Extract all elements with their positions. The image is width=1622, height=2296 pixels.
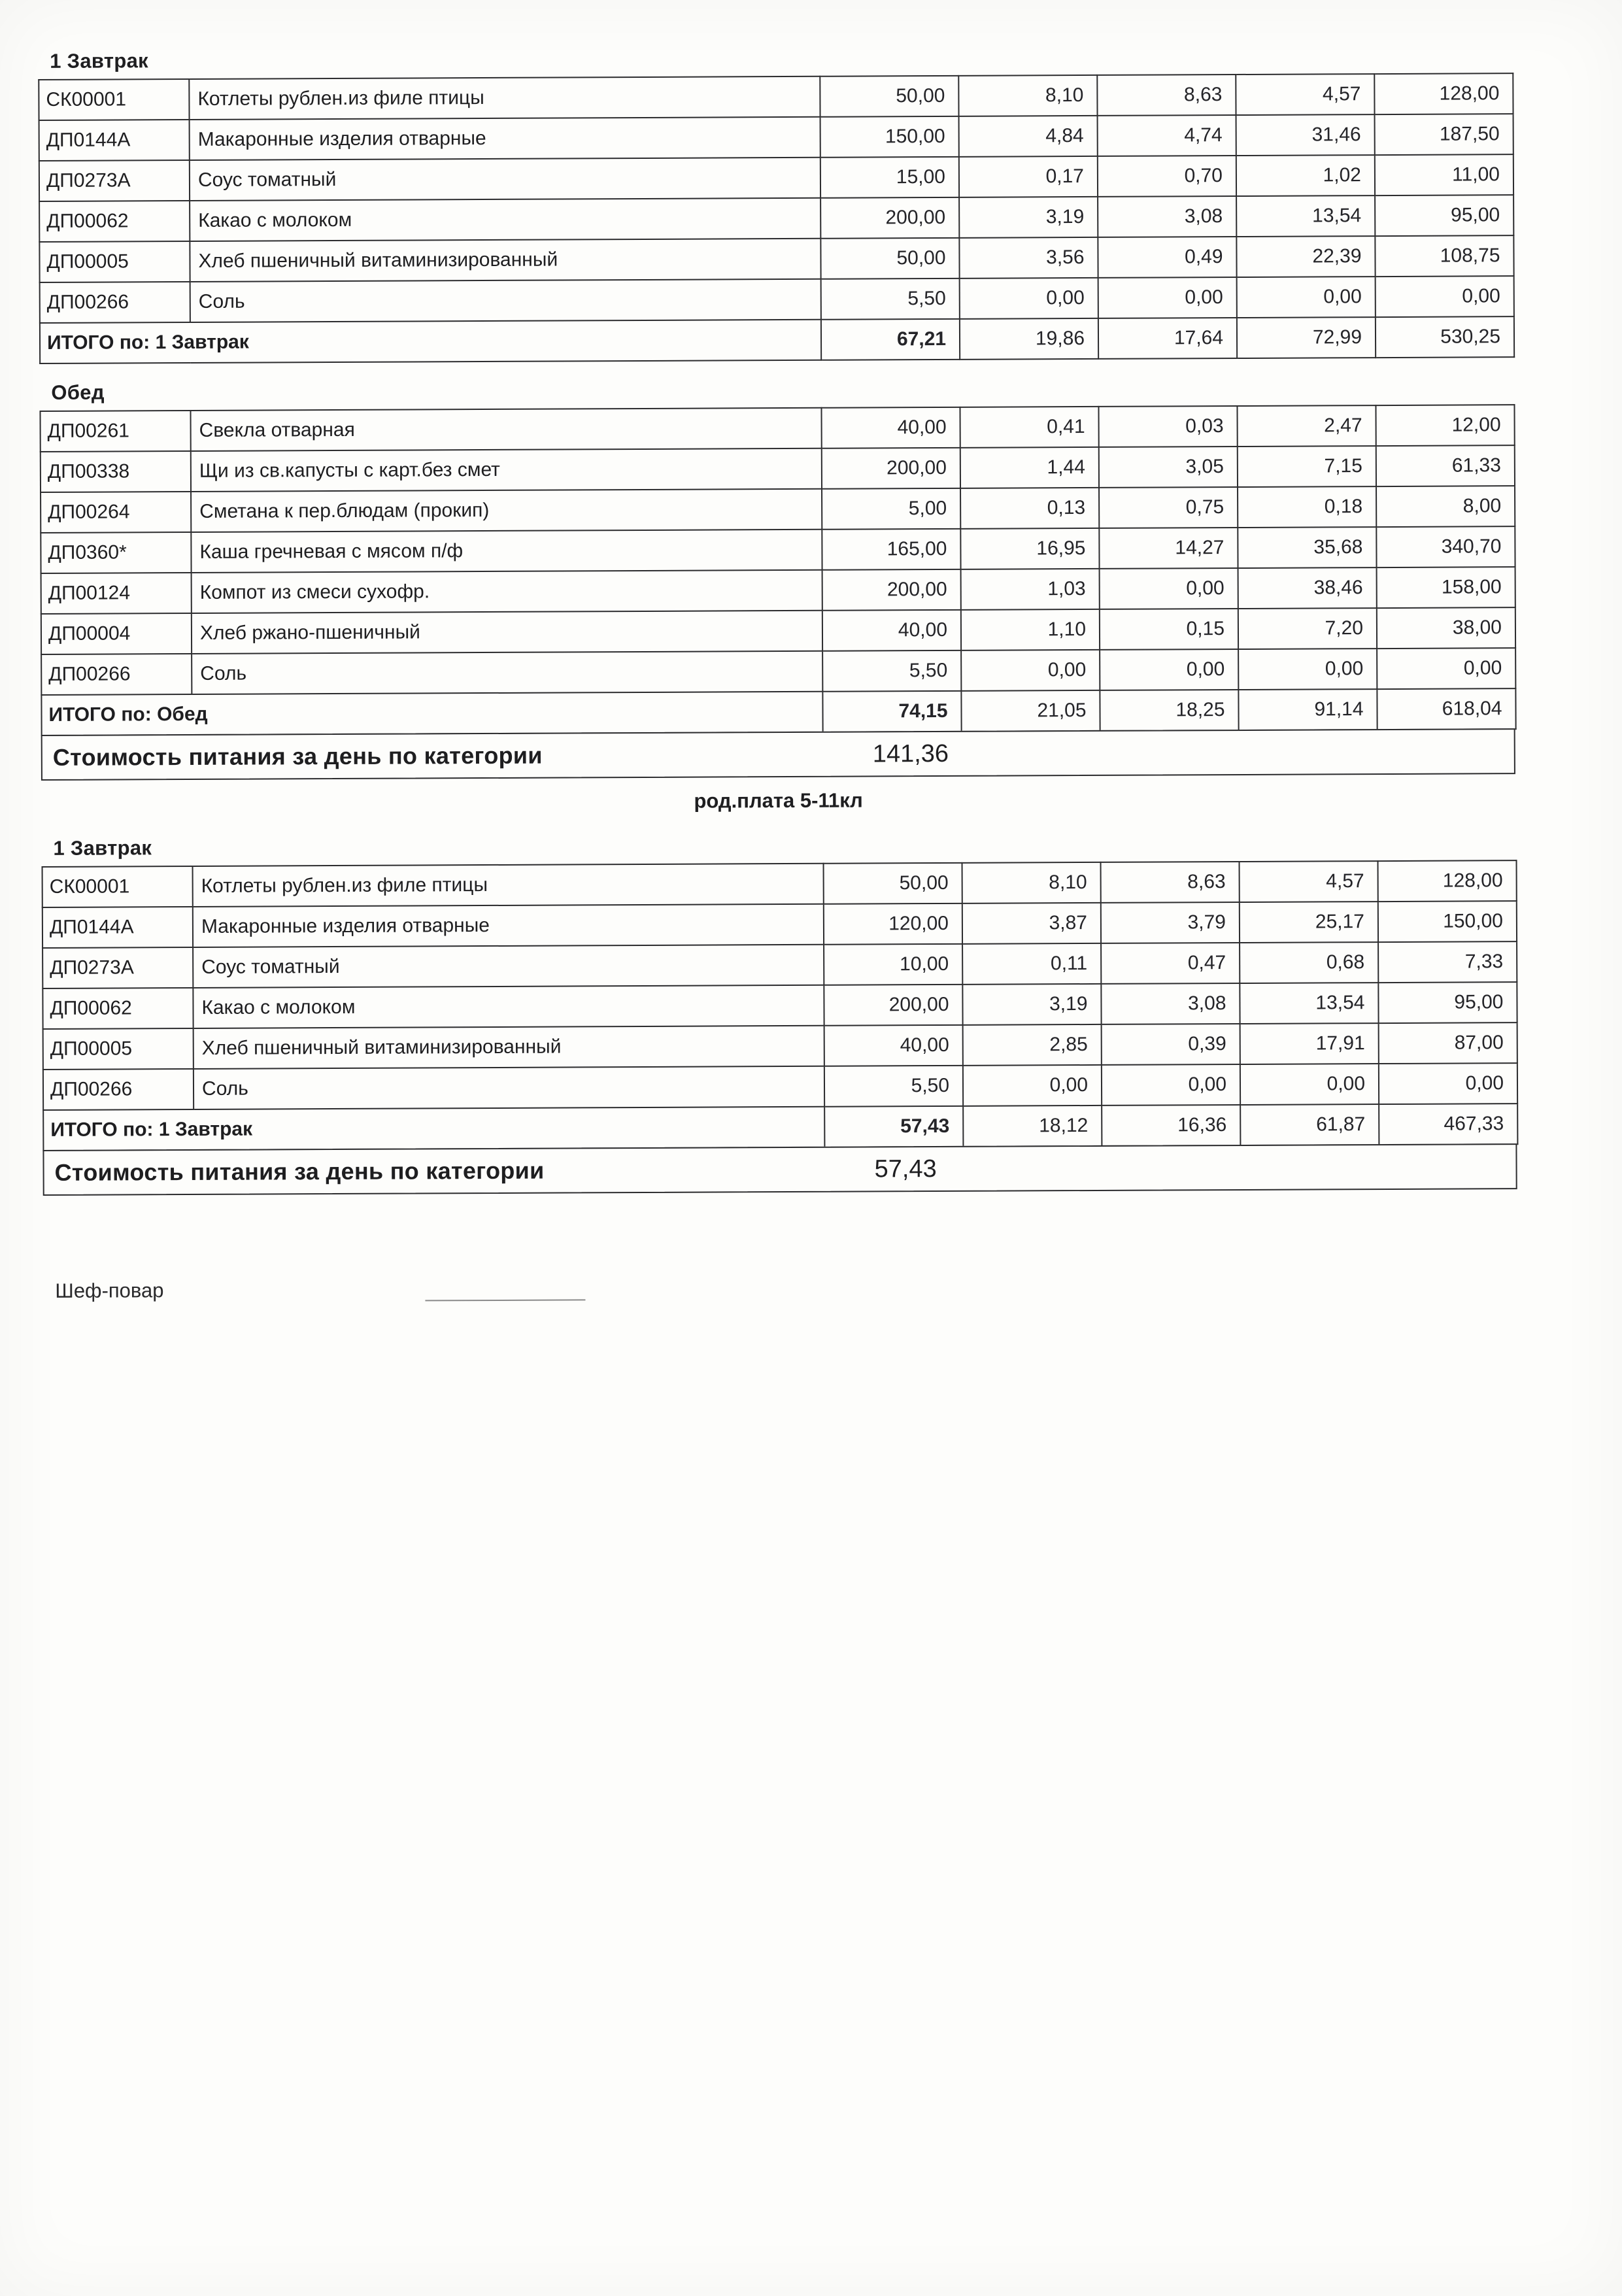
item-value: 4,57 [1240, 861, 1378, 902]
item-value: 38,46 [1238, 567, 1377, 609]
item-value: 16,95 [960, 528, 1099, 569]
item-code: ДП00005 [43, 1028, 194, 1070]
item-value: 50,00 [824, 863, 962, 904]
item-code: ДП00124 [41, 573, 192, 614]
item-value: 22,39 [1236, 236, 1375, 277]
item-value: 1,10 [961, 609, 1100, 650]
signature-line [426, 1296, 586, 1301]
total-value: 91,14 [1238, 689, 1377, 730]
total-label: ИТОГО по: Обед [41, 692, 822, 735]
item-value: 40,00 [824, 1025, 963, 1066]
item-row [42, 941, 1517, 988]
item-code: ДП00338 [41, 451, 191, 492]
item-value: 0,47 [1101, 943, 1240, 984]
total-value: 21,05 [961, 690, 1100, 732]
item-code: ДП0144А [42, 907, 193, 948]
item-value: 150,00 [1378, 901, 1517, 942]
item-value: 4,57 [1236, 74, 1374, 115]
item-value: 0,68 [1240, 942, 1378, 983]
item-name: Хлеб пшеничный витаминизированный [190, 239, 820, 282]
chef-signature-row [43, 1273, 1517, 1303]
item-name: Сметана к пер.блюдам (прокип) [191, 489, 822, 532]
item-value: 7,15 [1238, 446, 1376, 487]
section-title: 1 Завтрак [50, 49, 148, 73]
item-value: 14,27 [1099, 528, 1238, 569]
total-value: 18,25 [1100, 690, 1238, 731]
item-row [39, 154, 1513, 201]
item-value: 8,63 [1101, 862, 1240, 903]
item-code: ДП00062 [39, 201, 190, 242]
item-code: СК00001 [42, 866, 193, 907]
item-name: Соль [192, 651, 822, 694]
item-value: 0,41 [960, 407, 1098, 448]
total-label: ИТОГО по: 1 Завтрак [40, 320, 821, 363]
item-value: 0,00 [961, 650, 1100, 691]
item-value: 108,75 [1375, 235, 1513, 277]
item-value: 0,00 [963, 1065, 1102, 1106]
item-value: 95,00 [1378, 982, 1517, 1023]
item-code: ДП0144А [39, 120, 190, 161]
item-value: 0,17 [959, 156, 1098, 197]
item-code: ДП00266 [43, 1069, 194, 1110]
total-value: 467,33 [1379, 1104, 1517, 1145]
item-value: 128,00 [1374, 73, 1513, 114]
item-value: 31,46 [1236, 114, 1375, 156]
item-row [40, 405, 1514, 452]
item-code: ДП00266 [41, 654, 192, 695]
daily-cost-label: Стоимость питания за день по категории [52, 741, 543, 771]
daily-cost-value: 141,36 [872, 739, 949, 768]
total-value: 72,99 [1237, 317, 1376, 358]
item-name: Котлеты рублен.из филе птицы [193, 864, 824, 907]
item-value: 13,54 [1240, 983, 1378, 1024]
item-name: Соль [190, 279, 821, 322]
item-value: 0,70 [1098, 156, 1236, 197]
total-row [43, 1104, 1517, 1151]
item-value: 1,44 [960, 447, 1099, 488]
chef-label: Шеф-повар [55, 1279, 164, 1302]
item-value: 2,85 [963, 1024, 1102, 1066]
item-row [41, 648, 1515, 695]
item-value: 165,00 [822, 529, 960, 570]
item-name: Компот из смеси сухофр. [192, 570, 822, 613]
item-name: Каша гречневая с мясом п/ф [191, 530, 822, 573]
item-name: Соль [194, 1066, 824, 1109]
item-name: Щи из св.капусты с карт.без смет [191, 448, 822, 492]
item-value: 128,00 [1378, 860, 1517, 902]
item-value: 8,10 [962, 862, 1101, 903]
item-value: 0,75 [1099, 487, 1238, 528]
item-value: 0,00 [1100, 568, 1238, 609]
item-value: 38,00 [1377, 607, 1515, 649]
total-value: 18,12 [963, 1106, 1102, 1147]
total-value: 618,04 [1377, 688, 1515, 730]
item-value: 3,19 [959, 197, 1098, 238]
item-code: ДП00266 [40, 282, 190, 323]
total-value: 530,25 [1376, 316, 1514, 358]
item-value: 12,00 [1376, 405, 1514, 446]
item-name: Какао с молоком [190, 198, 820, 241]
item-value: 120,00 [824, 903, 962, 945]
item-value: 0,00 [1100, 649, 1238, 690]
item-code: ДП0273А [39, 160, 190, 201]
item-value: 5,50 [822, 650, 961, 692]
item-name: Хлеб пшеничный витаминизированный [194, 1026, 824, 1069]
section-title: 1 Завтрак [53, 836, 152, 860]
item-row [39, 73, 1513, 120]
item-value: 7,33 [1378, 941, 1517, 983]
item-value: 25,17 [1240, 902, 1378, 943]
item-value: 17,91 [1240, 1023, 1379, 1064]
item-row [43, 1063, 1517, 1110]
item-row [40, 276, 1514, 323]
daily-cost-row-category-2 [42, 1143, 1517, 1196]
item-row [39, 195, 1513, 242]
total-value: 16,36 [1102, 1105, 1240, 1146]
item-value: 0,13 [960, 488, 1099, 529]
item-name: Хлеб ржано-пшеничный [192, 611, 822, 654]
item-value: 1,02 [1236, 155, 1375, 196]
item-value: 5,50 [824, 1066, 963, 1107]
item-name: Соус томатный [190, 158, 820, 201]
item-value: 340,70 [1376, 526, 1515, 567]
item-value: 7,20 [1238, 608, 1377, 649]
item-row [41, 445, 1515, 492]
item-value: 0,00 [1379, 1063, 1517, 1104]
item-row [42, 901, 1517, 948]
item-code: ДП00005 [39, 241, 190, 282]
item-value: 0,11 [962, 943, 1101, 985]
item-value: 187,50 [1375, 114, 1513, 155]
item-value: 0,00 [1237, 277, 1376, 318]
item-code: ДП00062 [42, 988, 193, 1029]
item-row [41, 526, 1515, 573]
item-value: 0,00 [1238, 649, 1377, 690]
item-value: 13,54 [1236, 195, 1375, 237]
total-value: 67,21 [821, 319, 960, 360]
item-value: 200,00 [822, 448, 960, 489]
item-row [41, 486, 1515, 533]
item-value: 0,39 [1102, 1024, 1240, 1065]
item-code: СК00001 [39, 79, 189, 120]
item-value: 8,63 [1097, 75, 1236, 116]
item-value: 8,10 [958, 75, 1097, 116]
category-heading: род.плата 5-11кл [694, 788, 863, 813]
total-value: 61,87 [1240, 1104, 1379, 1145]
item-value: 3,19 [962, 984, 1101, 1025]
item-row [39, 235, 1513, 282]
item-value: 5,00 [822, 488, 960, 530]
item-name: Макаронные изделия отварные [190, 117, 820, 160]
item-value: 8,00 [1376, 486, 1515, 527]
item-value: 200,00 [822, 569, 961, 611]
total-value: 74,15 [822, 691, 961, 732]
document-content [38, 31, 1517, 1303]
item-value: 3,56 [959, 237, 1098, 279]
meal-section-lunch [39, 358, 1515, 736]
item-name: Свекла отварная [190, 408, 821, 451]
item-value: 95,00 [1375, 195, 1513, 236]
item-value: 0,00 [1377, 648, 1515, 689]
section-title: Обед [51, 380, 105, 404]
item-row [39, 114, 1513, 161]
item-value: 11,00 [1375, 154, 1513, 195]
item-value: 50,00 [820, 238, 959, 279]
item-name: Какао с молоком [193, 985, 824, 1028]
item-value: 0,00 [1102, 1064, 1240, 1106]
item-code: ДП00264 [41, 492, 191, 533]
item-value: 2,47 [1237, 405, 1376, 447]
item-code: ДП00261 [40, 411, 190, 452]
item-code: ДП0360* [41, 532, 191, 573]
item-value: 158,00 [1377, 567, 1515, 608]
item-value: 35,68 [1238, 527, 1376, 568]
daily-cost-row-category-1 [41, 728, 1515, 781]
menu-table-lunch [39, 404, 1516, 736]
item-value: 4,74 [1098, 115, 1236, 156]
item-value: 0,15 [1100, 609, 1238, 650]
daily-cost-label: Стоимость питания за день по категории [54, 1156, 545, 1186]
item-value: 87,00 [1379, 1022, 1517, 1064]
total-row [41, 688, 1515, 735]
item-value: 200,00 [824, 985, 962, 1026]
item-value: 50,00 [820, 76, 958, 117]
item-value: 200,00 [820, 197, 959, 239]
item-value: 0,00 [1240, 1064, 1379, 1105]
item-row [41, 607, 1515, 654]
item-value: 3,05 [1099, 447, 1238, 488]
item-code: ДП0273А [42, 947, 193, 988]
item-row [42, 982, 1517, 1029]
item-value: 40,00 [821, 407, 960, 448]
menu-table-breakfast-1 [38, 73, 1515, 364]
item-value: 3,87 [962, 903, 1101, 944]
item-value: 0,49 [1098, 237, 1236, 278]
total-value: 57,43 [824, 1106, 963, 1147]
item-value: 1,03 [961, 569, 1100, 610]
item-value: 3,08 [1098, 196, 1236, 237]
item-row [41, 567, 1515, 614]
meal-section-breakfast-1 [38, 31, 1513, 364]
total-label: ИТОГО по: 1 Завтрак [43, 1107, 824, 1151]
item-value: 0,00 [1376, 276, 1514, 317]
item-code: ДП00004 [41, 613, 192, 654]
item-name: Соус томатный [193, 945, 824, 988]
item-value: 10,00 [824, 944, 962, 985]
item-value: 0,03 [1098, 406, 1237, 447]
item-value: 40,00 [822, 610, 961, 651]
item-value: 0,18 [1238, 486, 1376, 528]
item-value: 5,50 [821, 279, 960, 320]
total-value: 17,64 [1098, 318, 1237, 359]
item-value: 61,33 [1376, 445, 1515, 486]
item-value: 15,00 [820, 157, 959, 198]
item-row [43, 1022, 1517, 1070]
item-name: Котлеты рублен.из филе птицы [189, 76, 820, 120]
item-value: 3,08 [1101, 983, 1240, 1024]
daily-cost-value: 57,43 [874, 1155, 937, 1183]
item-value: 0,00 [1098, 277, 1237, 318]
total-value: 19,86 [960, 318, 1098, 360]
item-value: 3,79 [1101, 902, 1240, 943]
item-value: 150,00 [820, 116, 959, 158]
item-value: 0,00 [960, 278, 1098, 319]
item-value: 4,84 [959, 116, 1098, 157]
menu-table-breakfast-2 [42, 860, 1519, 1151]
item-row [42, 860, 1517, 907]
item-name: Макаронные изделия отварные [193, 904, 824, 947]
meal-section-breakfast-2 [41, 813, 1517, 1151]
total-row [40, 316, 1514, 363]
